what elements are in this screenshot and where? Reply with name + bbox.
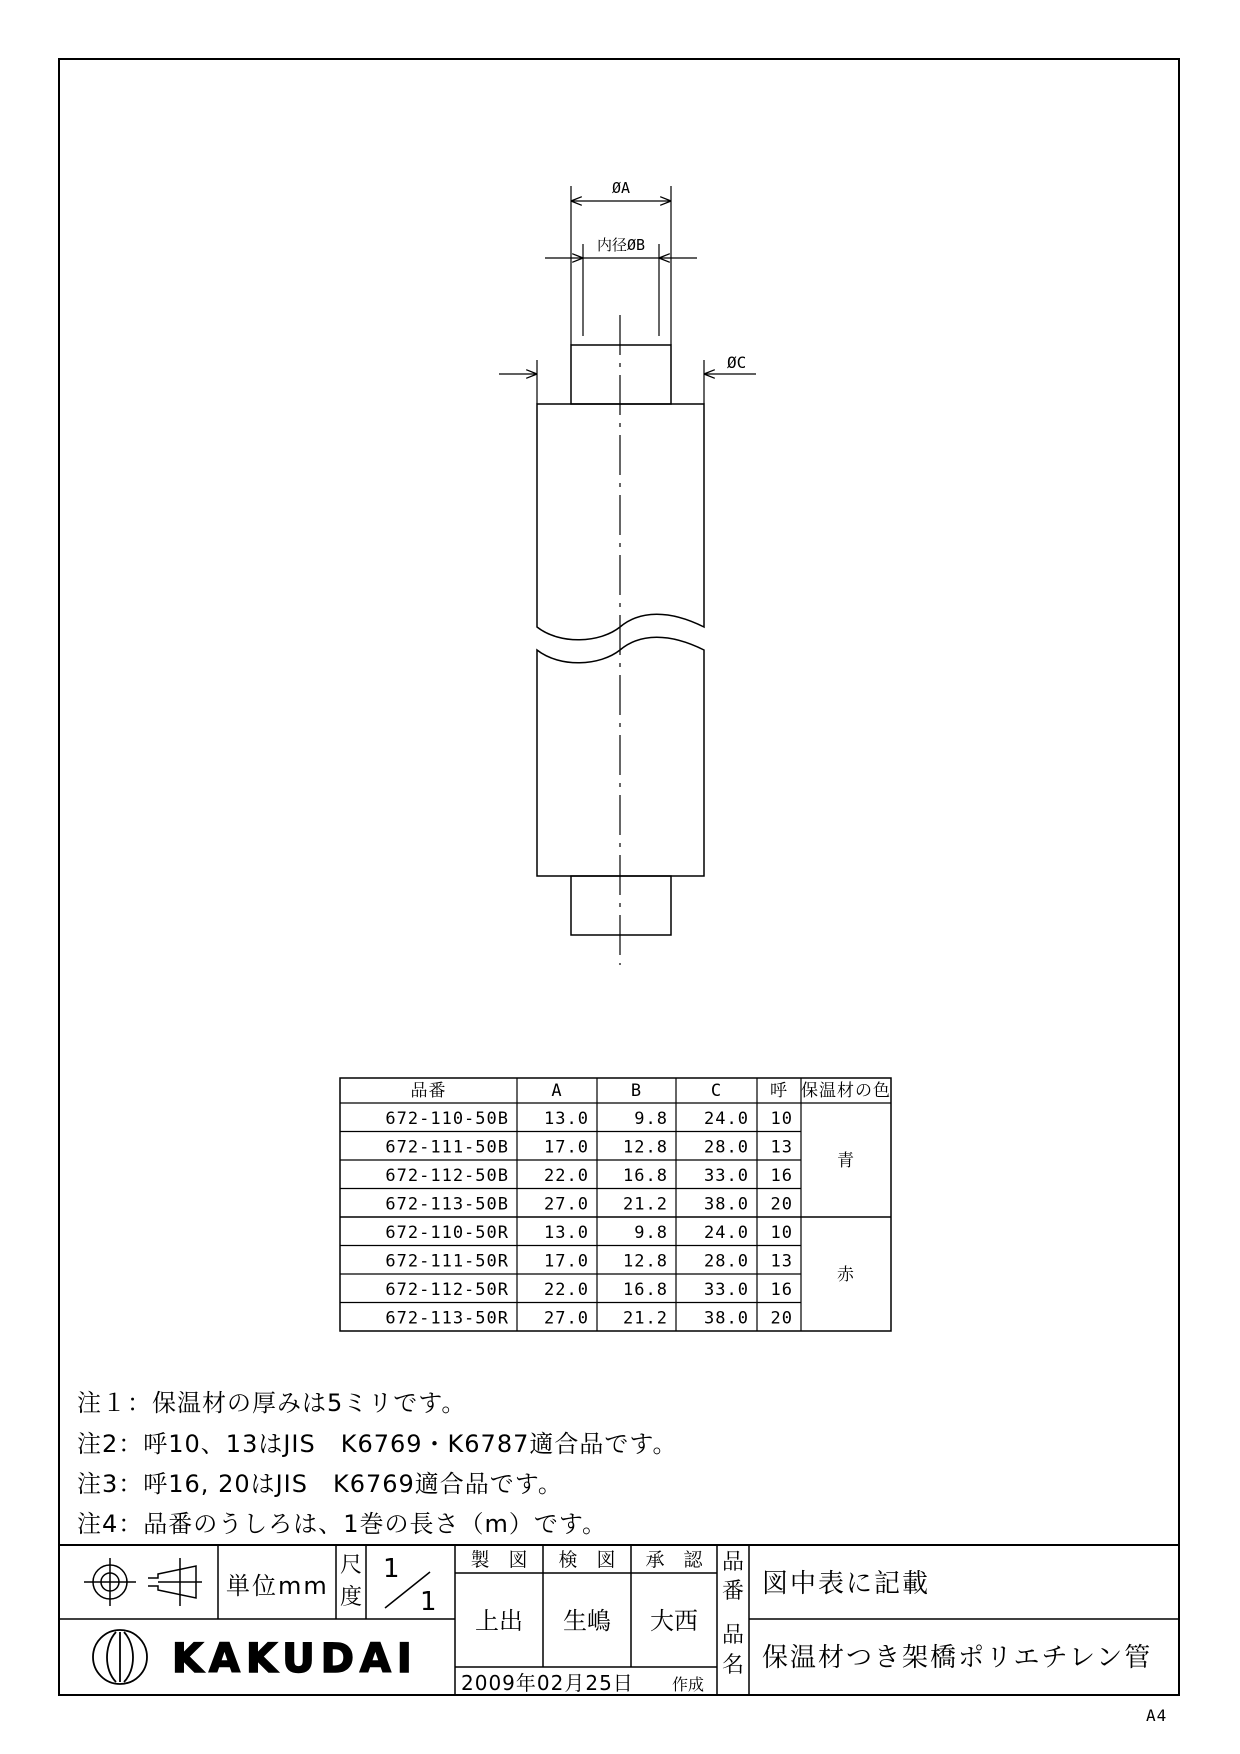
- pipe-top-stub: [571, 345, 671, 404]
- table-cell: 672-113-50R: [385, 1308, 509, 1329]
- table-cell: 16.8: [623, 1280, 668, 1300]
- note-1: 注１：保温材の厚みは5ミリです。: [77, 1389, 467, 1417]
- dimension-a: [571, 186, 671, 345]
- table-color-cell: 青: [837, 1151, 855, 1171]
- table-cell: 13: [770, 1137, 793, 1158]
- table-cell: 17.0: [544, 1251, 589, 1272]
- company-name: KAKUDAI: [172, 1636, 418, 1682]
- dimension-c-label: ØC: [727, 353, 747, 372]
- scale-denominator: 1: [420, 1587, 437, 1617]
- table-cell: 16: [770, 1166, 793, 1186]
- table-cell: 10: [770, 1223, 793, 1243]
- scale-label-bottom: 度: [340, 1585, 363, 1610]
- kakudai-logo: [93, 1630, 147, 1684]
- table-cell: 33.0: [704, 1166, 749, 1186]
- table-cell: 38.0: [704, 1194, 749, 1215]
- table-cell: 672-111-50B: [385, 1137, 509, 1158]
- note-2: 注2：呼10、13はJIS K6769・K6787適合品です。: [77, 1430, 678, 1458]
- table-cell: 672-111-50R: [385, 1251, 509, 1272]
- scale-numerator: 1: [383, 1554, 400, 1584]
- table-cell: 10: [770, 1109, 793, 1129]
- table-header: C: [710, 1081, 723, 1101]
- spec-table: [340, 1078, 891, 1331]
- table-cell: 13.0: [544, 1109, 589, 1129]
- notes: [77, 1389, 677, 1538]
- table-cell: 13: [770, 1251, 793, 1272]
- table-cell: 9.8: [634, 1223, 668, 1243]
- sheet-size: A4: [1146, 1706, 1168, 1725]
- table-cell: 672-112-50R: [385, 1280, 509, 1300]
- approved-by: 大西: [650, 1607, 698, 1635]
- created-label: 作成: [672, 1675, 705, 1694]
- date: 2009年02月25日: [461, 1671, 634, 1695]
- table-cell: 22.0: [544, 1166, 589, 1186]
- dimension-b-label: 内径ØB: [596, 236, 646, 254]
- pipe-bottom-stub: [571, 876, 671, 935]
- table-cell: 38.0: [704, 1308, 749, 1329]
- table-cell: 27.0: [544, 1308, 589, 1329]
- dimension-c: [499, 360, 756, 404]
- table-cell: 20: [770, 1308, 793, 1329]
- projection-symbol-icon: [84, 1558, 202, 1606]
- table-cell: 13.0: [544, 1223, 589, 1243]
- table-cell: 672-113-50B: [385, 1194, 509, 1215]
- pipe-drawing: [537, 315, 704, 965]
- table-cell: 24.0: [704, 1109, 749, 1129]
- dimension-b: [545, 244, 697, 336]
- part-no-value: 図中表に記載: [762, 1569, 931, 1599]
- table-header: 保温材の色: [801, 1081, 891, 1101]
- table-cell: 12.8: [623, 1137, 668, 1158]
- table-header: 呼: [770, 1081, 788, 1101]
- table-cell: 16.8: [623, 1166, 668, 1186]
- table-color-cell: 赤: [837, 1265, 855, 1285]
- note-3: 注3：呼16, 20はJIS K6769適合品です。: [77, 1470, 563, 1498]
- table-cell: 12.8: [623, 1251, 668, 1272]
- checked-label: 検 図: [558, 1549, 616, 1571]
- table-cell: 672-112-50B: [385, 1166, 509, 1186]
- table-cell: 27.0: [544, 1194, 589, 1215]
- table-header: B: [630, 1081, 643, 1101]
- table-cell: 24.0: [704, 1223, 749, 1243]
- checked-by: 生嶋: [563, 1607, 611, 1635]
- name-label-top: 品: [722, 1623, 745, 1648]
- table-cell: 9.8: [634, 1109, 668, 1129]
- note-4: 注4：品番のうしろは、1巻の長さ（m）です。: [77, 1510, 607, 1538]
- scale-label-top: 尺: [340, 1553, 363, 1578]
- made-by: 上出: [475, 1607, 523, 1635]
- part-no-label-bottom: 番: [722, 1579, 745, 1604]
- table-cell: 672-110-50R: [385, 1223, 509, 1243]
- table-cell: 16: [770, 1280, 793, 1300]
- product-name: 保温材つき架橋ポリエチレン管: [762, 1643, 1153, 1673]
- table-cell: 28.0: [704, 1251, 749, 1272]
- part-no-label-top: 品: [722, 1550, 745, 1575]
- table-cell: 672-110-50B: [385, 1109, 509, 1129]
- table-cell: 17.0: [544, 1137, 589, 1158]
- unit-label: 単位mm: [226, 1572, 329, 1600]
- table-header: A: [551, 1081, 563, 1101]
- table-cell: 28.0: [704, 1137, 749, 1158]
- dimension-a-label: ØA: [611, 179, 631, 197]
- table-cell: 20: [770, 1194, 793, 1215]
- approved-label: 承 認: [645, 1549, 703, 1571]
- table-cell: 22.0: [544, 1280, 589, 1300]
- table-cell: 33.0: [704, 1280, 749, 1300]
- table-cell: 21.2: [623, 1194, 668, 1215]
- made-label: 製 図: [470, 1549, 528, 1571]
- name-label-bottom: 名: [722, 1653, 745, 1678]
- table-header: 品番: [410, 1081, 447, 1101]
- table-cell: 21.2: [623, 1308, 668, 1329]
